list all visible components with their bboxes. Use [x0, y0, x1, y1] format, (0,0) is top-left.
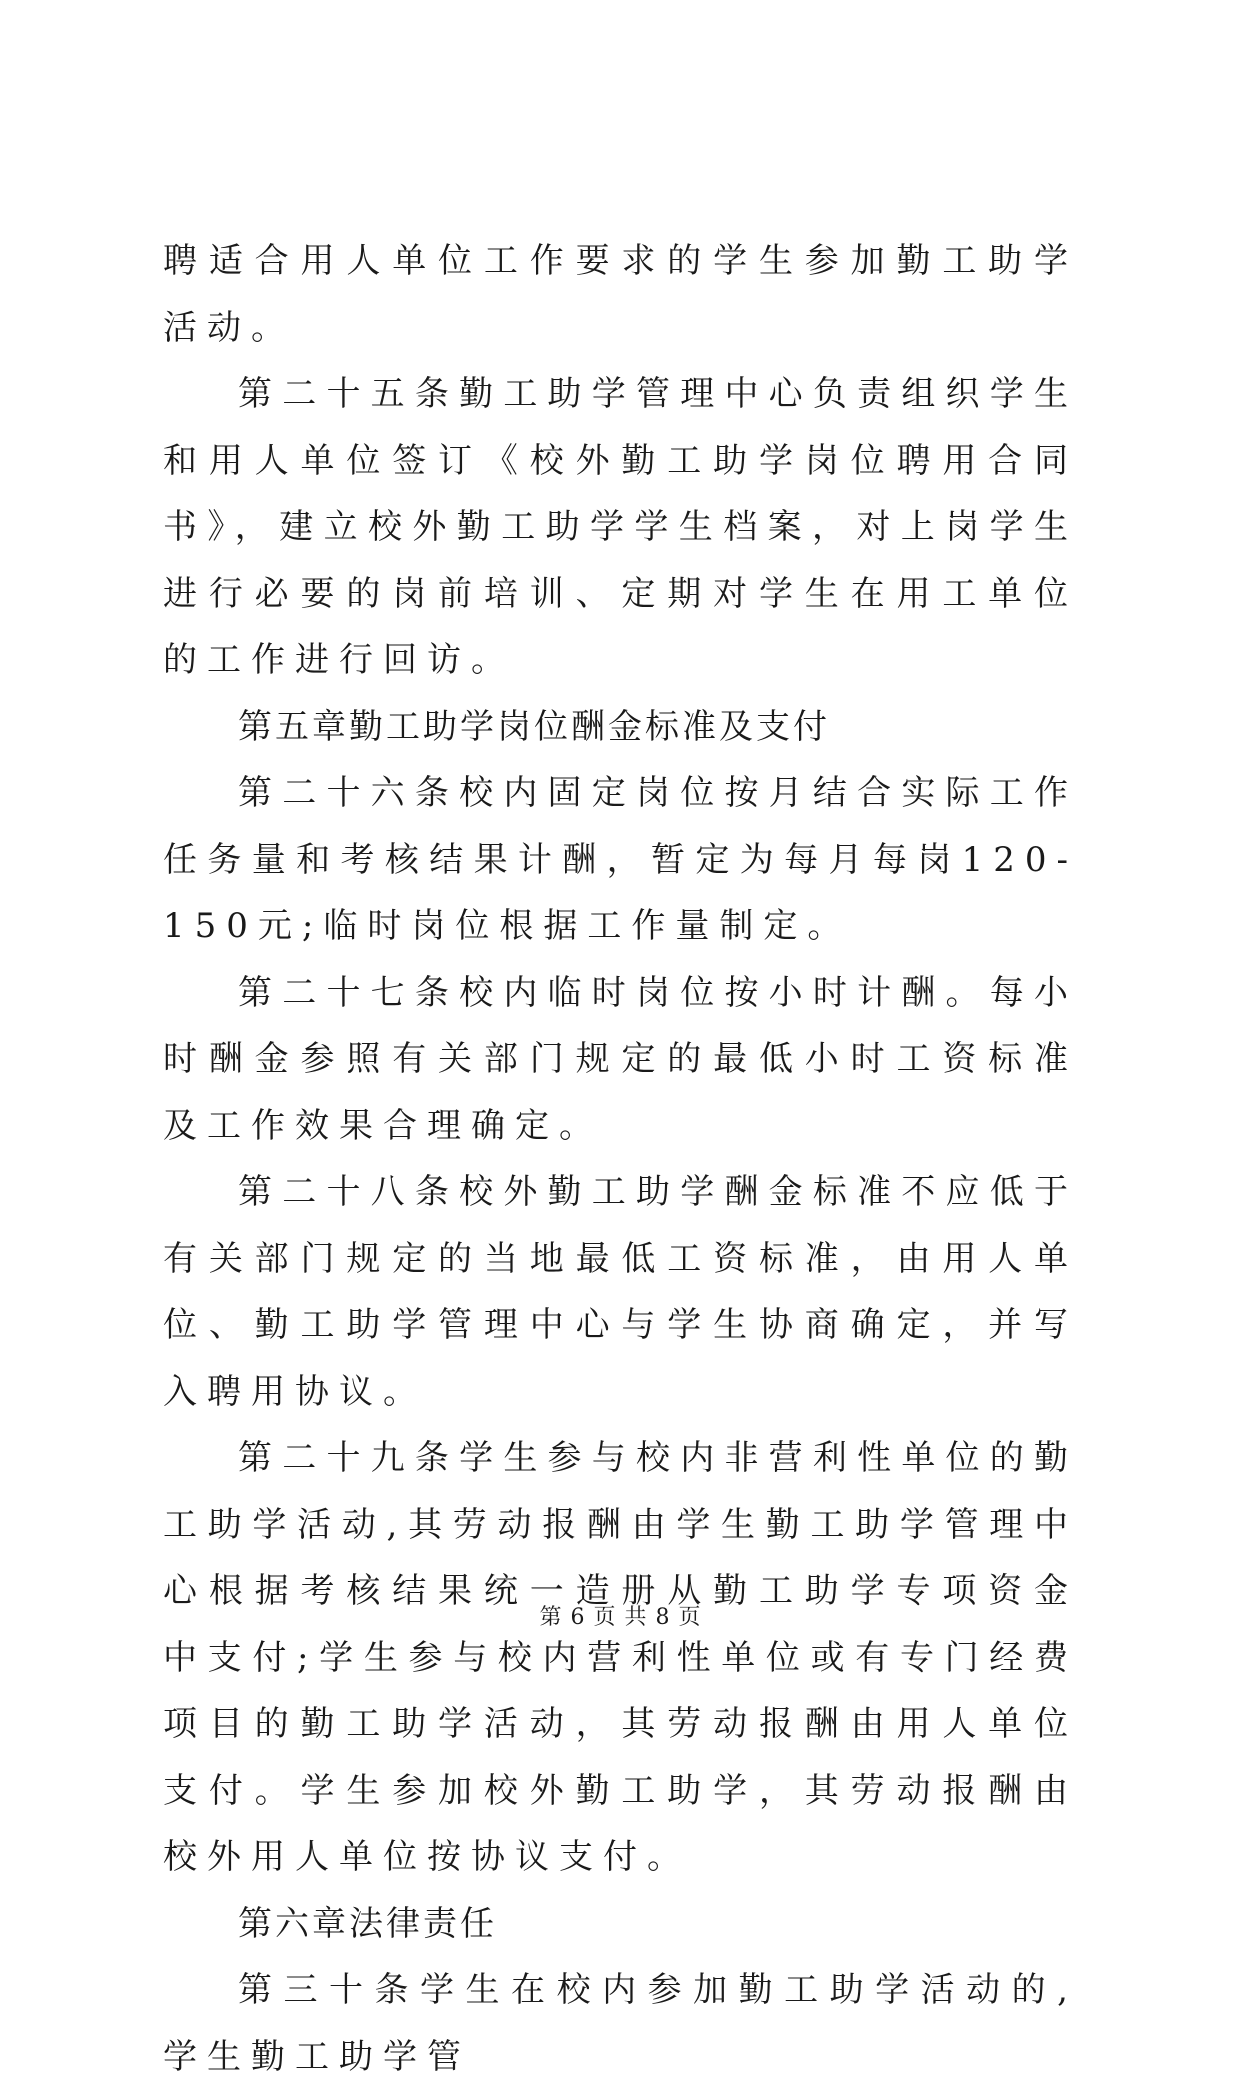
chapter-6-heading: 第六章法律责任: [238, 1903, 497, 1944]
chapter-5-heading: 第五章勤工助学岗位酬金标准及支付: [238, 706, 830, 747]
paragraph-article-25: 第二十五条勤工助学管理中心负责组织学生和用人单位签订《校外勤工助学岗位聘用合同书》，建立校外勤工助学学生档案，对上岗学生进行必要的岗前培训、定期对学生在用工单位的工作进行回访。: [163, 374, 1078, 680]
paragraph-article-28: 第二十八条校外勤工助学酬金标准不应低于有关部门规定的当地最低工资标准，由用人单位、勤工助学管理中心与学生协商确定，并写入聘用协议。: [163, 1172, 1078, 1412]
paragraph-article-26: 第二十六条校内固定岗位按月结合实际工作任务量和考核结果计酬，暂定为每月每岗120-150元;临时岗位根据工作量制定。: [163, 773, 1078, 946]
document-body: [163, 228, 1078, 2090]
paragraph-article-29: 第二十九条学生参与校内非营利性单位的勤工助学活动,其劳动报酬由学生勤工助学管理中心根据考核结果统一造册从勤工助学专项资金中支付;学生参与校内营利性单位或有专门经费项目的勤工助学活动，其劳动报酬由用人单位支付。学生参加校外勤工助学，其劳动报酬由校外用人单位按协议支付。: [163, 1438, 1078, 1877]
page-number-footer: 第 6 页 共 8 页: [539, 1605, 702, 1630]
paragraph-article-27: 第二十七条校内临时岗位按小时计酬。每小时酬金参照有关部门规定的最低小时工资标准及工作效果合理确定。: [163, 972, 1078, 1146]
paragraph-1: 聘适合用人单位工作要求的学生参加勤工助学活动。: [163, 241, 1078, 348]
paragraph-article-30: 第三十条学生在校内参加勤工助学活动的,学生勤工助学管: [163, 1970, 1078, 2077]
